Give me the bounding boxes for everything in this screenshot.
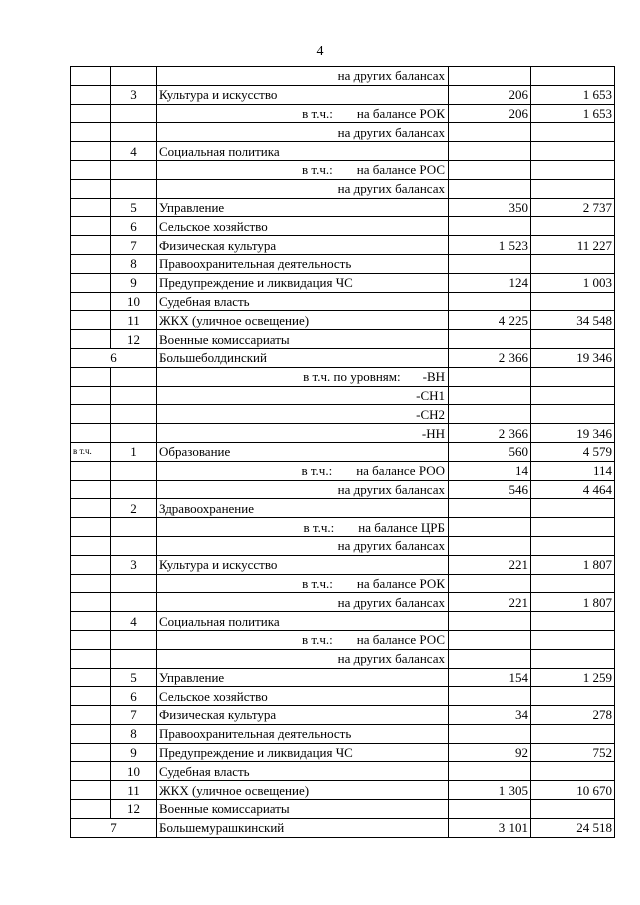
item-name-cell: Правоохранительная деятельность [157,254,449,273]
value-cell-1: 1 523 [449,236,531,255]
item-name-cell: Управление [157,668,449,687]
value-cell-2: 34 548 [531,311,615,330]
value-cell-1: 546 [449,480,531,499]
balance-label: на балансе РОК [356,575,445,591]
item-name-cell: на других балансах [157,480,449,499]
item-name-cell: Большемурашкинский [157,818,449,837]
row-marker-cell [71,160,111,179]
item-name-cell: на других балансах [157,67,449,86]
item-number-cell [111,424,157,443]
table-row [71,555,615,574]
row-marker-cell [71,724,111,743]
row-marker-cell [71,499,111,518]
table-row [71,442,615,461]
row-marker-cell [71,236,111,255]
item-number-cell: 5 [111,668,157,687]
item-name-cell: Физическая культура [157,706,449,725]
table-row [71,724,615,743]
table-row [71,292,615,311]
row-marker-cell [71,687,111,706]
including-label: в т.ч.: [302,105,333,121]
table-row [71,330,615,349]
row-marker-cell [71,142,111,161]
table-row [71,743,615,762]
table-row [71,198,615,217]
including-label: в т.ч.: [302,162,333,178]
table-row [71,461,615,480]
item-number-cell: 3 [111,555,157,574]
row-marker-cell: в т.ч. [71,442,111,461]
item-number-cell: 12 [111,800,157,819]
value-cell-2 [531,254,615,273]
item-number-cell [111,630,157,649]
row-marker-cell: 7 [71,818,157,837]
page-number: 4 [316,44,324,59]
item-number-cell [111,386,157,405]
item-number-cell [111,179,157,198]
value-cell-1 [449,687,531,706]
value-cell-2 [531,574,615,593]
balance-label: на балансе РОО [356,463,445,479]
item-number-cell: 5 [111,198,157,217]
row-marker-cell [71,198,111,217]
value-cell-1 [449,292,531,311]
table-row [71,668,615,687]
row-marker-cell [71,630,111,649]
value-cell-1: 1 305 [449,781,531,800]
value-cell-1 [449,217,531,236]
value-cell-2 [531,292,615,311]
value-cell-2: 4 464 [531,480,615,499]
value-cell-2 [531,536,615,555]
table-row [71,367,615,386]
row-marker-cell [71,668,111,687]
item-name-cell: на других балансах [157,649,449,668]
value-cell-2: 278 [531,706,615,725]
table-row [71,123,615,142]
table-row [71,574,615,593]
table-row [71,630,615,649]
row-marker-cell: 6 [71,348,157,367]
budget-table [70,66,615,838]
value-cell-1 [449,67,531,86]
value-cell-2 [531,217,615,236]
table-row [71,142,615,161]
value-cell-2 [531,762,615,781]
row-marker-cell [71,649,111,668]
item-name-cell: Судебная власть [157,292,449,311]
value-cell-2 [531,649,615,668]
item-number-cell: 1 [111,442,157,461]
item-number-cell: 4 [111,142,157,161]
levels-label: в т.ч. по уровням: [303,369,401,385]
value-cell-2 [531,518,615,537]
table-row [71,649,615,668]
item-number-cell [111,536,157,555]
table-row [71,612,615,631]
value-cell-1: 350 [449,198,531,217]
row-marker-cell [71,85,111,104]
including-label: в т.ч.: [301,463,333,479]
value-cell-2 [531,179,615,198]
value-cell-2: 114 [531,461,615,480]
row-marker-cell [71,762,111,781]
table-row [71,518,615,537]
value-cell-2 [531,367,615,386]
item-number-cell [111,405,157,424]
row-marker-cell [71,593,111,612]
table-row [71,254,615,273]
value-cell-1: 2 366 [449,348,531,367]
value-cell-2: 1 807 [531,593,615,612]
item-number-cell: 2 [111,499,157,518]
item-number-cell: 12 [111,330,157,349]
value-cell-1 [449,762,531,781]
row-marker-cell [71,706,111,725]
value-cell-2: 2 737 [531,198,615,217]
item-name-cell: Социальная политика [157,142,449,161]
value-cell-2: 24 518 [531,818,615,837]
item-name-cell: на других балансах [157,179,449,198]
balance-label: на балансе ЦРБ [358,519,445,535]
item-name-cell [157,104,449,123]
table-row [71,273,615,292]
value-cell-1: 124 [449,273,531,292]
item-name-cell: Сельское хозяйство [157,217,449,236]
item-number-cell [111,104,157,123]
value-cell-1 [449,123,531,142]
item-name-cell: Образование [157,442,449,461]
value-cell-2: 11 227 [531,236,615,255]
value-cell-1 [449,800,531,819]
item-number-cell: 9 [111,273,157,292]
value-cell-1 [449,254,531,273]
value-cell-1: 3 101 [449,818,531,837]
value-cell-2 [531,386,615,405]
item-name-cell: Здравоохранение [157,499,449,518]
value-cell-1 [449,367,531,386]
value-cell-1 [449,330,531,349]
value-cell-1 [449,724,531,743]
value-cell-2: 1 003 [531,273,615,292]
value-cell-2: 1 653 [531,85,615,104]
table-row [71,348,615,367]
value-cell-2 [531,160,615,179]
item-number-cell: 11 [111,311,157,330]
value-cell-2 [531,630,615,649]
value-cell-1: 221 [449,555,531,574]
item-name-cell: -НН [157,424,449,443]
item-number-cell: 11 [111,781,157,800]
item-number-cell: 3 [111,85,157,104]
value-cell-2: 1 653 [531,104,615,123]
value-cell-1 [449,499,531,518]
row-marker-cell [71,612,111,631]
row-marker-cell [71,574,111,593]
value-cell-1 [449,405,531,424]
row-marker-cell [71,67,111,86]
value-cell-2 [531,123,615,142]
row-marker-cell [71,292,111,311]
value-cell-1: 4 225 [449,311,531,330]
row-marker-cell [71,461,111,480]
item-name-cell [157,160,449,179]
including-label: в т.ч.: [302,575,333,591]
item-number-cell [111,649,157,668]
row-marker-cell [71,518,111,537]
row-marker-cell [71,123,111,142]
table-row [71,104,615,123]
item-name-cell: Культура и искусство [157,555,449,574]
item-number-cell: 7 [111,236,157,255]
value-cell-2: 10 670 [531,781,615,800]
value-cell-1 [449,160,531,179]
value-cell-2 [531,405,615,424]
item-number-cell: 9 [111,743,157,762]
item-name-cell: Военные комиссариаты [157,800,449,819]
item-number-cell: 8 [111,724,157,743]
value-cell-1: 34 [449,706,531,725]
item-number-cell [111,480,157,499]
value-cell-2: 19 346 [531,348,615,367]
budget-table-body [71,67,615,838]
value-cell-1: 92 [449,743,531,762]
value-cell-1: 560 [449,442,531,461]
row-marker-cell [71,781,111,800]
item-name-cell [157,367,449,386]
value-cell-1 [449,518,531,537]
value-cell-1: 221 [449,593,531,612]
including-label: в т.ч.: [303,519,335,535]
item-name-cell: Социальная политика [157,612,449,631]
table-row [71,781,615,800]
item-number-cell [111,518,157,537]
row-marker-cell [71,217,111,236]
item-name-cell: на других балансах [157,536,449,555]
item-name-cell: Физическая культура [157,236,449,255]
table-row [71,85,615,104]
table-row [71,800,615,819]
including-label: в т.ч.: [302,632,333,648]
value-cell-1 [449,179,531,198]
row-marker-cell [71,800,111,819]
balance-label: на балансе РОК [356,105,445,121]
item-name-cell: Судебная власть [157,762,449,781]
value-cell-1: 14 [449,461,531,480]
table-row [71,536,615,555]
table-row [71,818,615,837]
value-cell-2: 4 579 [531,442,615,461]
value-cell-2 [531,67,615,86]
value-cell-2 [531,142,615,161]
level-code: -ВН [422,369,445,385]
value-cell-2 [531,499,615,518]
value-cell-2 [531,330,615,349]
item-name-cell: на других балансах [157,123,449,142]
item-number-cell [111,461,157,480]
table-row [71,405,615,424]
value-cell-2 [531,724,615,743]
value-cell-1 [449,649,531,668]
value-cell-2 [531,800,615,819]
balance-label: на балансе РОС [356,632,445,648]
balance-label: на балансе РОС [356,162,445,178]
row-marker-cell [71,104,111,123]
value-cell-1 [449,630,531,649]
row-marker-cell [71,555,111,574]
table-row [71,706,615,725]
item-name-cell: -СН2 [157,405,449,424]
item-number-cell: 10 [111,762,157,781]
item-name-cell [157,574,449,593]
table-row [71,386,615,405]
table-row [71,762,615,781]
row-marker-cell [71,743,111,762]
value-cell-1: 206 [449,104,531,123]
item-name-cell: Культура и искусство [157,85,449,104]
table-row [71,311,615,330]
row-marker-cell [71,480,111,499]
item-number-cell [111,123,157,142]
value-cell-1: 2 366 [449,424,531,443]
item-name-cell: на других балансах [157,593,449,612]
value-cell-1: 206 [449,85,531,104]
item-name-cell: Сельское хозяйство [157,687,449,706]
item-number-cell: 7 [111,706,157,725]
table-row [71,160,615,179]
row-marker-cell [71,273,111,292]
item-number-cell [111,574,157,593]
item-name-cell: ЖКХ (уличное освещение) [157,311,449,330]
value-cell-2: 1 807 [531,555,615,574]
item-name-cell: ЖКХ (уличное освещение) [157,781,449,800]
value-cell-1 [449,536,531,555]
item-number-cell [111,160,157,179]
row-marker-cell [71,330,111,349]
table-row [71,480,615,499]
table-row [71,179,615,198]
row-marker-cell [71,254,111,273]
item-number-cell [111,67,157,86]
item-number-cell: 6 [111,687,157,706]
value-cell-2: 19 346 [531,424,615,443]
value-cell-2 [531,687,615,706]
item-name-cell: Правоохранительная деятельность [157,724,449,743]
row-marker-cell [71,386,111,405]
table-row [71,687,615,706]
item-name-cell: Предупреждение и ликвидация ЧС [157,743,449,762]
item-number-cell: 6 [111,217,157,236]
item-name-cell: -СН1 [157,386,449,405]
value-cell-2: 1 259 [531,668,615,687]
item-number-cell: 10 [111,292,157,311]
item-name-cell: Управление [157,198,449,217]
item-name-cell [157,630,449,649]
table-row [71,593,615,612]
item-name-cell: Большеболдинский [157,348,449,367]
item-name-cell: Военные комиссариаты [157,330,449,349]
table-row [71,499,615,518]
row-marker-cell [71,405,111,424]
value-cell-1 [449,386,531,405]
table-row [71,217,615,236]
row-marker-cell [71,536,111,555]
value-cell-1 [449,612,531,631]
table-row [71,67,615,86]
item-number-cell [111,367,157,386]
item-name-cell: Предупреждение и ликвидация ЧС [157,273,449,292]
row-marker-cell [71,424,111,443]
value-cell-1 [449,142,531,161]
row-marker-cell [71,367,111,386]
value-cell-2: 752 [531,743,615,762]
item-name-cell [157,461,449,480]
item-name-cell [157,518,449,537]
row-marker-cell [71,311,111,330]
table-row [71,424,615,443]
row-marker-cell [71,179,111,198]
value-cell-2 [531,612,615,631]
item-number-cell [111,593,157,612]
value-cell-1 [449,574,531,593]
value-cell-1: 154 [449,668,531,687]
item-number-cell: 8 [111,254,157,273]
table-row [71,236,615,255]
item-number-cell: 4 [111,612,157,631]
